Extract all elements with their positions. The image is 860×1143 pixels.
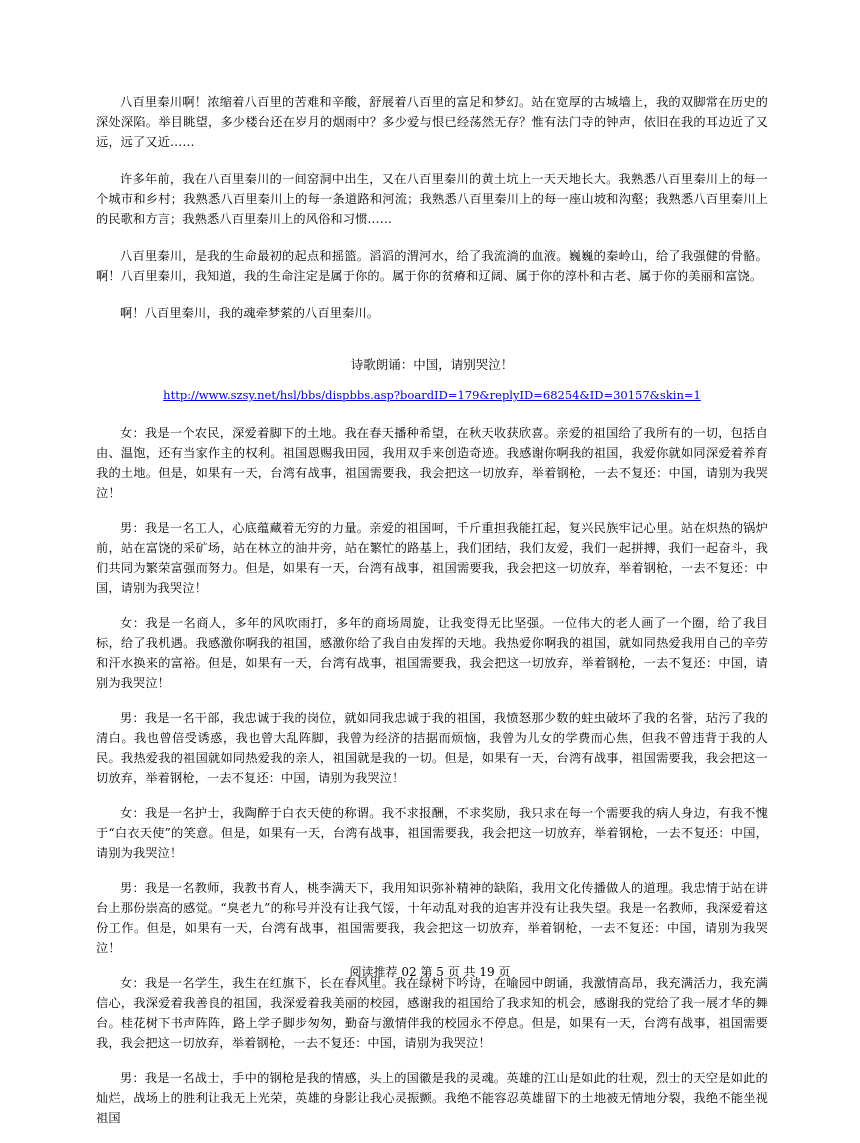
intro-paragraph-2: 许多年前，我在八百里秦川的一间窑洞中出生，又在八百里秦川的黄土坑上一天天地长大。我熟悉八百里秦川上的每一个城市和乡村；我熟悉八百里秦川上的每一条道路和河流；我熟悉八百里秦川上的每一座山坡和沟壑；我熟悉八百里秦川上的民歌和方言；我熟悉八百里秦川上的风俗和习惯……	[96, 172, 768, 226]
page-footer: 阅读推荐 02 第 5 页 共 19 页	[349, 965, 511, 979]
poem-paragraph-worker: 男：我是一名工人，心底蕴藏着无穷的力量。亲爱的祖国呵，千斤重担我能扛起，复兴民族牢记心里。站在炽热的锅炉前，站在富饶的采矿场，站在林立的油井旁，站在繁忙的路基上，我们团结，我们友爱，我们一起拼搏，我们一起奋斗，我们共同为繁荣富强而努力。但是，如果有一天，台湾有战事，祖国需要我，我会把这一切放弃，举着钢枪，一去不复还：中国，请别为我哭泣！	[96, 521, 768, 595]
poem-paragraph-student: 女：我是一名学生，我生在红旗下，长在春风里。我在绿树下吟诗，在喻园中朗诵，我激情高昂，我充满活力，我充满信心，我深爱着我善良的祖国，我深爱着我美丽的校园，感谢我的祖国给了我求知的机会，感谢我的党给了我一展才华的舞台。桂花树下书声阵阵，路上学子脚步匆匆，勤奋与激情伴我的校园永不停息。但是，如果有一天，台湾有战事，祖国需要我，我会把这一切放弃，举着钢枪，一去不复还：中国，请别为我哭泣！	[96, 976, 768, 1050]
poem-title: 诗歌朗诵：中国，请别哭泣！	[350, 357, 514, 372]
poem-paragraph-teacher: 男：我是一名教师，我教书育人，桃李满天下，我用知识弥补精神的缺陷，我用文化传播做人的道理。我忠情于站在讲台上那份崇高的感觉。“臭老九”的称号并没有让我气馁，十年动乱对我的迫害并没有让我失望。我是一名教师，我深爱着这份工作。但是，如果有一天，台湾有战事，祖国需要我，我会把这一切放弃，举着钢枪，一去不复还：中国，请别为我哭泣！	[96, 881, 768, 955]
poem-body	[96, 423, 768, 1128]
intro-paragraph-4: 啊！八百里秦川，我的魂牵梦萦的八百里秦川。	[120, 306, 380, 320]
source-link[interactable]: http://www.szsy.net/hsl/bbs/dispbbs.asp?boardID=179&replyID=68254&ID=30157&skin=1	[163, 388, 701, 402]
poem-paragraph-soldier: 男：我是一名战士，手中的钢枪是我的情感，头上的国徽是我的灵魂。英雄的江山是如此的壮观，烈士的天空是如此的灿烂，战场上的胜利让我无上光荣，英雄的身影让我心灵振颤。我绝不能容忍英雄留下的土地被无情地分裂，我绝不能坐视祖国	[96, 1071, 768, 1125]
intro-paragraph-1: 八百里秦川啊！浓缩着八百里的苦难和辛酸，舒展着八百里的富足和梦幻。站在宽厚的古城墙上，我的双脚常在历史的深处深陷。举目眺望，多少楼台还在岁月的烟雨中？多少爱与恨已经荡然无存？惟有法门寺的钟声，依旧在我的耳边近了又远，远了又近……	[96, 95, 768, 149]
document-page	[96, 92, 768, 1143]
poem-paragraph-farmer: 女：我是一个农民，深爱着脚下的土地。我在春天播种希望，在秋天收获欣喜。亲爱的祖国给了我所有的一切，包括自由、温饱，还有当家作主的权利。祖国恩赐我田园，我用双手来创造奇迹。我感谢你啊我的祖国，我爱你就如同深爱着养育我的土地。但是，如果有一天，台湾有战事，祖国需要我，我会把这一切放弃，举着钢枪，一去不复还：中国，请别为我哭泣！	[96, 426, 768, 500]
intro-paragraph-3: 八百里秦川，是我的生命最初的起点和摇篮。滔滔的渭河水，给了我流淌的血液。巍巍的秦岭山，给了我强健的骨骼。啊！八百里秦川，我知道，我的生命注定是属于你的。属于你的贫瘠和辽阔、属于你的淳朴和古老、属于你的美丽和富饶。	[96, 249, 768, 283]
poem-paragraph-nurse: 女：我是一名护士，我陶醉于白衣天使的称谓。我不求报酬，不求奖励，我只求在每一个需要我的病人身边，有我不愧于“白衣天使”的笑意。但是，如果有一天，台湾有战事，祖国需要我，我会把这一切放弃，举着钢枪，一去不复还：中国，请别为我哭泣！	[96, 806, 768, 860]
poem-paragraph-official: 男：我是一名干部，我忠诚于我的岗位，就如同我忠诚于我的祖国，我愤怒那少数的蛀虫破坏了我的名誉，玷污了我的清白。我也曾倍受诱惑，我也曾大乱阵脚，我曾为经济的拮据而烦恼，我曾为儿女的学费而心焦，但我不曾违背于我的人民。我热爱我的祖国就如同热爱我的亲人，祖国就是我的一切。但是，如果有一天，台湾有战事，祖国需要我，我会把这一切放弃，举着钢枪，一去不复还：中国，请别为我哭泣！	[96, 711, 768, 785]
source-link-line	[96, 385, 768, 405]
poem-paragraph-merchant: 女：我是一名商人，多年的风吹雨打，多年的商场周旋，让我变得无比坚强。一位伟大的老人画了一个圈，给了我目标，给了我机遇。我感激你啊我的祖国，感激你给了我自由发挥的天地。我热爱你啊我的祖国，就如同热爱我用自己的辛劳和汗水换来的富裕。但是，如果有一天，台湾有战事，祖国需要我，我会把这一切放弃，举着钢枪，一去不复还：中国，请别为我哭泣！	[96, 616, 768, 690]
